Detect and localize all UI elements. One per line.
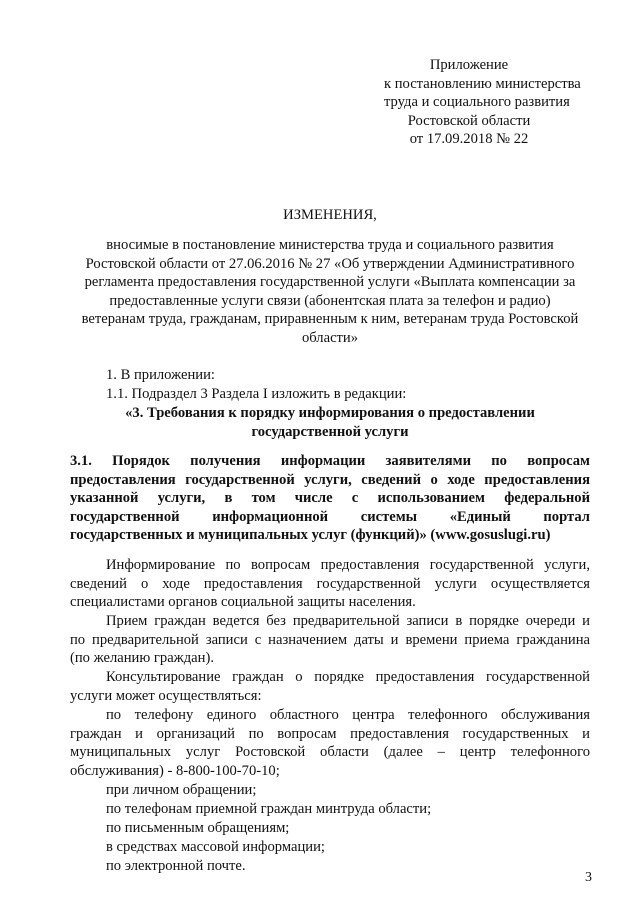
subtitle-line: ветеранам труда, гражданам, приравненным к ним, ветеранам труда Ростовской (81, 311, 579, 328)
list-item: по письменным обращениям; (106, 820, 290, 836)
section-heading-line: «3. Требования к порядку информирования о предоставлении (125, 405, 535, 421)
document-title: ИЗМЕНЕНИЯ, (283, 207, 377, 223)
appendix-line: труда и социального развития (384, 94, 570, 111)
paragraph-line: обслуживания) - 8-800-100-70-10; (70, 762, 280, 779)
paragraph-consulting (70, 668, 590, 705)
list-item: по телефонам приемной граждан минтруда области; (106, 801, 432, 817)
subtitle-line: вносимые в постановление министерства труда и социального развития (106, 237, 554, 253)
paragraph-line: Прием граждан ведется без предварительной записи в порядке очереди и (106, 613, 590, 629)
paragraph-line: сведений о ходе предоставления государственной услуги осуществляется (70, 575, 590, 592)
subsection-line: государственной информационной системы «Единый портал (70, 508, 590, 525)
paragraph-line: по телефону единого областного центра телефонного обслуживания (106, 707, 590, 723)
section-heading (70, 404, 590, 441)
subtitle-line: предоставленные услуги связи (абонентская плата за телефон и радио) (109, 292, 551, 309)
appendix-line: Ростовской области (407, 112, 531, 129)
subsection-line: государственных и муниципальных услуг (функций)» (www.gosuslugi.ru) (70, 527, 551, 544)
list-item: по электронной почте. (106, 858, 246, 874)
intro-item-1: 1. В приложении: (106, 367, 215, 383)
list-item: при личном обращении; (106, 782, 257, 798)
paragraph-line: (по желанию граждан). (70, 650, 214, 667)
page-number: 3 (585, 870, 592, 885)
paragraph-line: услуги может осуществляться: (70, 687, 262, 704)
paragraph-line: муниципальных услуг Ростовской области (далее – центр телефонного (70, 744, 590, 761)
paragraph-phone-center (70, 706, 590, 780)
appendix-line: от 17.09.2018 № 22 (409, 131, 529, 148)
paragraph-line: Информирование по вопросам предоставления государственной услуги, (106, 557, 590, 573)
list-item: в средствах массовой информации; (106, 839, 325, 855)
subtitle-line: Ростовской области от 27.06.2016 № 27 «Об утверждении Административного (85, 255, 575, 272)
subsection-line: предоставления государственной услуги, сведений о ходе предоставления (70, 471, 590, 488)
paragraph-line: граждан и организаций по вопросам предоставления государственных и (70, 725, 590, 742)
subsection-line: указанной услуги, в том числе с использованием федеральной (70, 490, 590, 507)
appendix-line: Приложение (429, 57, 509, 73)
subtitle-line: области» (301, 329, 359, 346)
document-subtitle (70, 236, 590, 348)
appendix-header (384, 56, 581, 149)
subsection-line: 3.1. Порядок получения информации заявителями по вопросам (70, 453, 590, 469)
paragraph-line: по предварительной записи с назначением даты и времени приема гражданина (70, 631, 590, 648)
section-heading-line: государственной услуги (251, 423, 409, 440)
paragraph-informing (70, 556, 590, 612)
paragraph-line: специалистами органов социальной защиты населения. (70, 594, 416, 611)
subtitle-line: регламента предоставления государственной услуги «Выплата компенсации за (84, 274, 576, 291)
paragraph-reception (70, 612, 590, 668)
paragraph-line: Консультирование граждан о порядке предоставления государственной (106, 669, 590, 685)
subsection-3-1-heading (70, 452, 590, 545)
intro-item-1-1: 1.1. Подраздел 3 Раздела I изложить в редакции: (106, 386, 407, 402)
appendix-line: к постановлению министерства (384, 75, 581, 92)
